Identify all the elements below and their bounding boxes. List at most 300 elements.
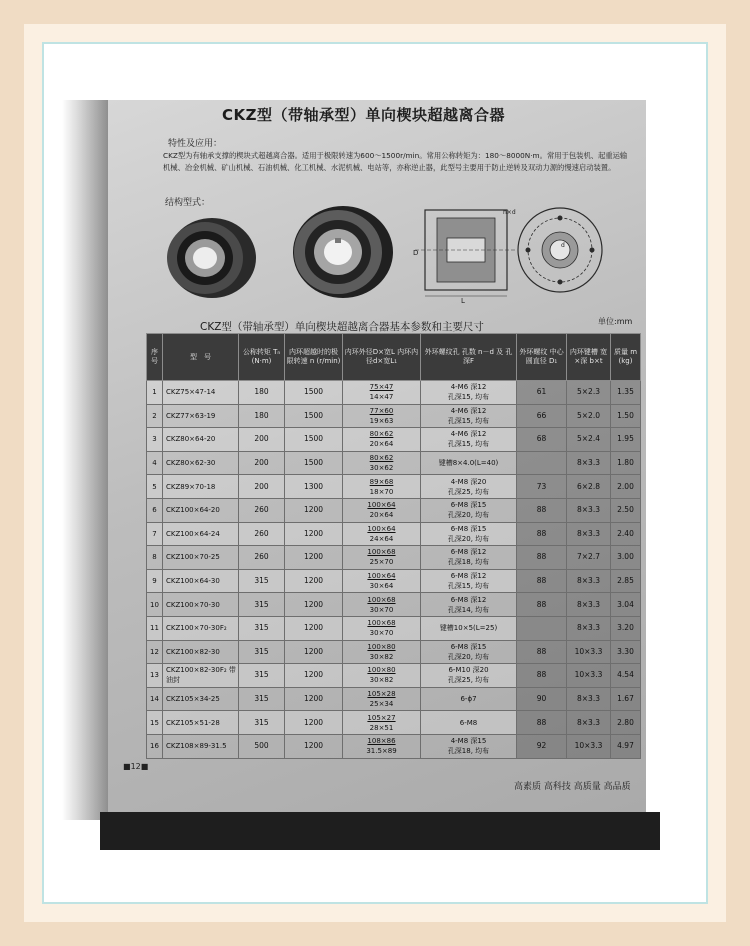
label-nd: n×d	[503, 209, 516, 216]
cell-torque-text: 260	[254, 552, 269, 562]
cell-d1	[517, 522, 567, 546]
header-cell: 内环外径D×宽L 内环内径d×宽L₁	[343, 334, 421, 381]
cell-holes-text: 孔深15, 均布	[447, 416, 490, 425]
cell-torque	[239, 381, 285, 405]
table-row	[147, 593, 641, 617]
cell-no-text: 8	[152, 553, 157, 562]
cell-model-text: CKZ105×51-28	[166, 718, 220, 727]
cell-mass	[611, 428, 641, 452]
cell-no	[147, 381, 163, 405]
cell-model-text: CKZ100×64-24	[166, 529, 220, 538]
cell-speed	[285, 475, 343, 499]
cell-dimensions-text: 100×64	[367, 572, 396, 581]
cell-torque-text: 260	[254, 528, 269, 538]
table-surface	[100, 812, 660, 850]
cell-d1-text: 88	[536, 670, 547, 680]
cell-dimensions	[343, 381, 421, 405]
cell-dimensions	[343, 428, 421, 452]
cell-dimensions-text: 75×47	[369, 383, 394, 392]
cell-speed-text: 1500	[303, 410, 324, 420]
cell-holes-text: 孔深15, 均布	[447, 393, 490, 402]
cell-key-text: 8×3.3	[577, 576, 600, 586]
cell-model	[163, 711, 239, 735]
cell-mass-text: 2.50	[617, 505, 634, 515]
cell-dimensions	[343, 664, 421, 688]
cell-holes	[421, 404, 517, 428]
cell-d1	[517, 404, 567, 428]
cell-holes	[421, 593, 517, 617]
table-row	[147, 498, 641, 522]
cell-key-text: 8×3.3	[577, 623, 600, 633]
table-title: CKZ型（带轴承型）单向楔块超越离合器基本参数和主要尺寸	[200, 321, 484, 333]
cell-mass-text: 2.85	[617, 576, 634, 586]
cell-holes	[421, 498, 517, 522]
cell-holes	[421, 664, 517, 688]
cell-holes-text: 孔深18, 均布	[447, 558, 490, 567]
cell-torque	[239, 664, 285, 688]
cell-mass-text: 2.00	[617, 481, 634, 491]
cell-dimensions	[343, 522, 421, 546]
cell-dimensions	[343, 498, 421, 522]
cell-speed	[285, 687, 343, 711]
cell-no-text: 16	[150, 742, 159, 751]
cell-dimensions-text: 100×68	[367, 619, 396, 628]
cell-dimensions	[343, 475, 421, 499]
cell-dimensions-text: 30×82	[369, 676, 394, 685]
cell-no	[147, 404, 163, 428]
cell-torque	[239, 734, 285, 758]
cell-model-text: CKZ80×64-20	[166, 435, 216, 444]
label-L: L	[461, 297, 465, 305]
cell-speed-text: 1500	[303, 434, 324, 444]
cell-holes	[421, 475, 517, 499]
cell-dimensions	[343, 451, 421, 475]
cell-mass-text: 3.20	[617, 623, 634, 633]
cell-key-text: 8×3.3	[577, 717, 600, 727]
cell-key	[567, 546, 611, 570]
cell-speed	[285, 734, 343, 758]
cell-speed	[285, 498, 343, 522]
cell-d1	[517, 593, 567, 617]
cell-torque	[239, 640, 285, 664]
cell-key-text: 8×3.3	[577, 694, 600, 704]
cell-dimensions-text: 108×86	[367, 737, 396, 746]
cell-torque	[239, 593, 285, 617]
cell-speed	[285, 616, 343, 640]
cell-mass	[611, 451, 641, 475]
cell-holes	[421, 616, 517, 640]
cell-torque	[239, 451, 285, 475]
cell-speed-text: 1200	[303, 717, 324, 727]
cell-no	[147, 734, 163, 758]
cell-holes-text: 孔深25, 均布	[447, 676, 490, 685]
cell-no-text: 2	[152, 411, 157, 420]
cell-holes	[421, 734, 517, 758]
header-cell: 公称转矩 Tₙ (N·m)	[239, 334, 285, 381]
cell-key-text: 5×2.3	[577, 387, 600, 397]
cell-holes-text: 孔深20, 均布	[447, 534, 490, 543]
cell-torque-text: 315	[254, 623, 269, 633]
cell-key	[567, 569, 611, 593]
cell-no	[147, 616, 163, 640]
cell-holes-text: 键槽10×5(L=25)	[439, 624, 498, 633]
cell-dimensions-text: 31.5×89	[366, 747, 397, 756]
cell-speed	[285, 428, 343, 452]
cell-holes	[421, 569, 517, 593]
cell-holes	[421, 640, 517, 664]
cell-dimensions-text: 20×64	[369, 511, 394, 520]
cell-torque	[239, 711, 285, 735]
cell-dimensions-text: 100×80	[367, 666, 396, 675]
cell-no-text: 9	[152, 577, 157, 586]
cell-torque-text: 315	[254, 717, 269, 727]
cell-torque	[239, 522, 285, 546]
cell-speed	[285, 522, 343, 546]
cell-speed	[285, 404, 343, 428]
cell-mass-text: 1.95	[617, 434, 634, 444]
cell-no	[147, 640, 163, 664]
table-row	[147, 569, 641, 593]
cell-speed	[285, 711, 343, 735]
cell-no	[147, 475, 163, 499]
cell-key-text: 8×3.3	[577, 505, 600, 515]
cell-dimensions-text: 18×70	[369, 487, 394, 496]
cell-dimensions-text: 28×51	[369, 723, 394, 732]
header-cell: 质量 m (kg)	[611, 334, 641, 381]
cell-model-text: CKZ100×64-20	[166, 506, 220, 515]
cell-no-text: 15	[150, 718, 159, 727]
cell-dimensions-text: 105×27	[367, 713, 396, 722]
label-D: D	[413, 249, 419, 257]
cell-model-text: CKZ100×64-30	[166, 577, 220, 586]
structure-heading: 结构型式：	[165, 198, 211, 208]
cell-speed-text: 1200	[303, 741, 324, 751]
cell-no	[147, 498, 163, 522]
cell-torque	[239, 546, 285, 570]
cell-torque-text: 315	[254, 694, 269, 704]
cell-d1-text: 92	[536, 741, 547, 751]
cell-dimensions-text: 80×62	[369, 430, 394, 439]
cell-d1	[517, 664, 567, 688]
cell-holes-text: 孔深14, 均布	[447, 605, 490, 614]
cell-dimensions-text: 100×68	[367, 548, 396, 557]
cell-key	[567, 640, 611, 664]
cell-model	[163, 451, 239, 475]
cell-speed	[285, 381, 343, 405]
cell-model	[163, 734, 239, 758]
cell-dimensions-text: 100×80	[367, 642, 396, 651]
cell-model-text: CKZ108×89-31.5	[166, 742, 227, 751]
cell-holes-text: 6-M10 深20	[448, 666, 489, 675]
cell-dimensions-text: 24×64	[369, 534, 394, 543]
cell-no-text: 1	[152, 388, 157, 397]
cell-d1-text: 90	[536, 694, 547, 704]
cell-speed-text: 1200	[303, 694, 324, 704]
cell-speed	[285, 664, 343, 688]
cell-key	[567, 475, 611, 499]
cell-dimensions-text: 100×64	[367, 524, 396, 533]
cell-model	[163, 381, 239, 405]
cell-model	[163, 664, 239, 688]
cell-holes-text: 6-M8 深12	[450, 548, 487, 557]
cell-speed	[285, 640, 343, 664]
cell-holes	[421, 522, 517, 546]
cell-holes	[421, 687, 517, 711]
cell-key	[567, 381, 611, 405]
header-cell: 内环键槽 宽×深 b×t	[567, 334, 611, 381]
cell-no	[147, 711, 163, 735]
cell-torque-text: 180	[254, 410, 269, 420]
cell-dimensions	[343, 687, 421, 711]
cell-mass-text: 1.67	[617, 694, 634, 704]
header-cell: 外环螺纹孔 孔数 n－d 及 孔深F	[421, 334, 517, 381]
cell-dimensions	[343, 640, 421, 664]
cell-d1	[517, 711, 567, 735]
cell-holes-text: 6-M8 深12	[450, 572, 487, 581]
cell-dimensions-text: 19×63	[369, 416, 394, 425]
cell-key-text: 6×2.8	[577, 481, 600, 491]
cell-d1-text: 88	[536, 599, 547, 609]
cell-mass	[611, 664, 641, 688]
cell-holes-text: 6-M8	[459, 718, 478, 727]
cell-model-text: CKZ100×82-30F₂ 带油封	[166, 666, 236, 685]
cell-model	[163, 498, 239, 522]
cell-key-text: 8×3.3	[577, 528, 600, 538]
cell-no	[147, 664, 163, 688]
cell-mass-text: 4.54	[617, 670, 634, 680]
table-row	[147, 404, 641, 428]
cell-dimensions-text: 14×47	[369, 393, 394, 402]
cell-mass-text: 2.80	[617, 717, 634, 727]
cell-holes-text: 孔深20, 均布	[447, 652, 490, 661]
cell-mass	[611, 475, 641, 499]
cell-key	[567, 428, 611, 452]
cell-mass-text: 3.04	[617, 599, 634, 609]
cell-key-text: 10×3.3	[574, 741, 603, 751]
cell-model	[163, 546, 239, 570]
cell-holes	[421, 546, 517, 570]
cell-no	[147, 546, 163, 570]
cell-d1	[517, 475, 567, 499]
cell-key-text: 5×2.0	[577, 410, 600, 420]
cell-no-text: 5	[152, 482, 157, 491]
cell-holes-text: 6-ϕ7	[460, 695, 477, 704]
cell-dimensions-text: 30×64	[369, 582, 394, 591]
cell-d1-text: 88	[536, 646, 547, 656]
cell-key	[567, 711, 611, 735]
cell-mass	[611, 381, 641, 405]
cell-mass	[611, 687, 641, 711]
cell-model-text: CKZ89×70-18	[166, 482, 216, 491]
cell-dimensions-text: 30×70	[369, 605, 394, 614]
cell-dimensions	[343, 404, 421, 428]
cell-speed-text: 1200	[303, 670, 324, 680]
cell-d1	[517, 687, 567, 711]
cell-mass	[611, 498, 641, 522]
cell-torque-text: 180	[254, 387, 269, 397]
cell-mass	[611, 734, 641, 758]
cell-torque-text: 500	[254, 741, 269, 751]
cell-torque-text: 315	[254, 576, 269, 586]
cell-d1-text: 61	[536, 387, 547, 397]
cell-key	[567, 404, 611, 428]
cell-dimensions-text: 80×62	[369, 454, 394, 463]
table-header-row	[147, 334, 641, 381]
cell-holes-text: 6-M8 深15	[450, 642, 487, 651]
cell-dimensions	[343, 734, 421, 758]
cell-d1-text: 73	[536, 481, 547, 491]
table-row	[147, 640, 641, 664]
cell-mass-text: 1.80	[617, 458, 634, 468]
cell-d1-text: 88	[536, 505, 547, 515]
features-description: CKZ型为有轴承支撑的楔块式超越离合器。适用于极限转速为600～1500r/min。常用公称转矩为：180～8000N·m。常用于包装机、起重运输机械、冶金机械、矿山机械、石油机械、化工机械、水泥机械、电站等，亦称逆止器，此型号主要用于防止逆转及双动力源的慢速启动装置。	[163, 151, 628, 172]
cell-mass-text: 3.00	[617, 552, 634, 562]
cell-torque	[239, 498, 285, 522]
page-number-text: 12	[130, 762, 141, 771]
cell-holes	[421, 451, 517, 475]
cell-torque	[239, 569, 285, 593]
cell-d1-text: 68	[536, 434, 547, 444]
cell-holes-text: 键槽8×4.0(L=40)	[438, 459, 499, 468]
table-row	[147, 428, 641, 452]
table-row	[147, 664, 641, 688]
cell-dimensions	[343, 546, 421, 570]
cell-key-text: 7×2.7	[577, 552, 600, 562]
cell-key	[567, 616, 611, 640]
cell-dimensions	[343, 616, 421, 640]
cell-key	[567, 522, 611, 546]
table-row	[147, 522, 641, 546]
cell-key	[567, 498, 611, 522]
page-title: CKZ型（带轴承型）单向楔块超越离合器	[222, 106, 506, 124]
cell-mass-text: 1.35	[617, 387, 634, 397]
cell-no-text: 3	[152, 435, 157, 444]
cell-no	[147, 522, 163, 546]
cell-d1	[517, 498, 567, 522]
cell-model	[163, 616, 239, 640]
cell-torque-text: 315	[254, 599, 269, 609]
unit-label: 单位:mm	[598, 317, 633, 326]
cell-dimensions-text: 89×68	[369, 477, 394, 486]
cell-key-text: 10×3.3	[574, 670, 603, 680]
cell-model-text: CKZ100×82-30	[166, 647, 220, 656]
cell-holes-text: 孔深15, 均布	[447, 440, 490, 449]
cell-key	[567, 451, 611, 475]
cell-d1	[517, 546, 567, 570]
cell-d1	[517, 616, 567, 640]
cell-dimensions-text: 100×68	[367, 595, 396, 604]
cell-torque-text: 200	[254, 458, 269, 468]
page-shadow-edge	[62, 100, 110, 820]
cell-holes-text: 4-M8 深15	[450, 737, 487, 746]
cell-speed	[285, 546, 343, 570]
cell-torque-text: 315	[254, 670, 269, 680]
cell-mass	[611, 569, 641, 593]
cell-speed-text: 1200	[303, 576, 324, 586]
cell-dimensions-text: 25×34	[369, 700, 394, 709]
cell-no-text: 7	[152, 529, 157, 538]
cell-model-text: CKZ100×70-30	[166, 600, 220, 609]
cell-model	[163, 428, 239, 452]
cell-d1-text: 88	[536, 717, 547, 727]
cell-dimensions	[343, 569, 421, 593]
cell-no-text: 10	[150, 600, 159, 609]
cell-key	[567, 664, 611, 688]
cell-model-text: CKZ100×70-25	[166, 553, 220, 562]
cell-mass	[611, 522, 641, 546]
cell-mass	[611, 711, 641, 735]
table-row	[147, 711, 641, 735]
table-row	[147, 546, 641, 570]
cell-mass	[611, 640, 641, 664]
technical-drawing	[405, 200, 605, 305]
slogan: 高素质 高科技 高质量 高品质	[514, 782, 631, 792]
cell-dimensions	[343, 593, 421, 617]
label-d: d	[561, 242, 565, 249]
cell-no-text: 4	[152, 459, 157, 468]
cell-speed-text: 1500	[303, 387, 324, 397]
cell-holes-text: 4-M6 深12	[450, 383, 487, 392]
cell-speed	[285, 569, 343, 593]
cell-model-text: CKZ80×62-30	[166, 459, 216, 468]
cell-dimensions-text: 100×64	[367, 501, 396, 510]
features-heading: 特性及应用：	[168, 139, 223, 149]
cell-model	[163, 593, 239, 617]
cell-holes-text: 4-M8 深20	[450, 477, 487, 486]
table-row	[147, 687, 641, 711]
header-cell: 型 号	[163, 334, 239, 381]
cell-dimensions-text: 77×60	[369, 406, 394, 415]
cell-key-text: 8×3.3	[577, 599, 600, 609]
cell-mass	[611, 546, 641, 570]
cell-d1	[517, 640, 567, 664]
cell-holes-text: 6-M8 深15	[450, 501, 487, 510]
cell-dimensions-text: 30×70	[369, 629, 394, 638]
table-row	[147, 734, 641, 758]
cell-model	[163, 640, 239, 664]
cell-d1-text: 88	[536, 576, 547, 586]
cell-holes-text: 4-M6 深12	[450, 430, 487, 439]
header-cell: 内环超越时的极限转速 n (r/min)	[285, 334, 343, 381]
cell-d1	[517, 569, 567, 593]
cell-model	[163, 522, 239, 546]
cell-d1	[517, 451, 567, 475]
cell-model	[163, 475, 239, 499]
cell-holes-text: 孔深20, 均布	[447, 511, 490, 520]
cell-key	[567, 593, 611, 617]
cell-dimensions-text: 25×70	[369, 558, 394, 567]
cell-torque-text: 315	[254, 646, 269, 656]
cell-torque	[239, 475, 285, 499]
cell-speed-text: 1200	[303, 599, 324, 609]
cell-key	[567, 734, 611, 758]
cell-d1	[517, 734, 567, 758]
cell-no-text: 11	[150, 624, 159, 633]
cell-holes-text: 6-M8 深15	[450, 524, 487, 533]
cell-holes-text: 孔深15, 均布	[447, 582, 490, 591]
cell-key	[567, 687, 611, 711]
header-cell: 外环螺纹 中心圆直径 D₁	[517, 334, 567, 381]
cell-no	[147, 428, 163, 452]
cell-dimensions-text: 30×82	[369, 652, 394, 661]
bearing-photo-left	[160, 210, 260, 300]
parameter-table	[146, 333, 641, 759]
cell-model-text: CKZ105×34-25	[166, 695, 220, 704]
cell-mass	[611, 616, 641, 640]
header-cell: 序号	[147, 334, 163, 381]
cell-mass-text: 4.97	[617, 741, 634, 751]
cell-holes	[421, 711, 517, 735]
